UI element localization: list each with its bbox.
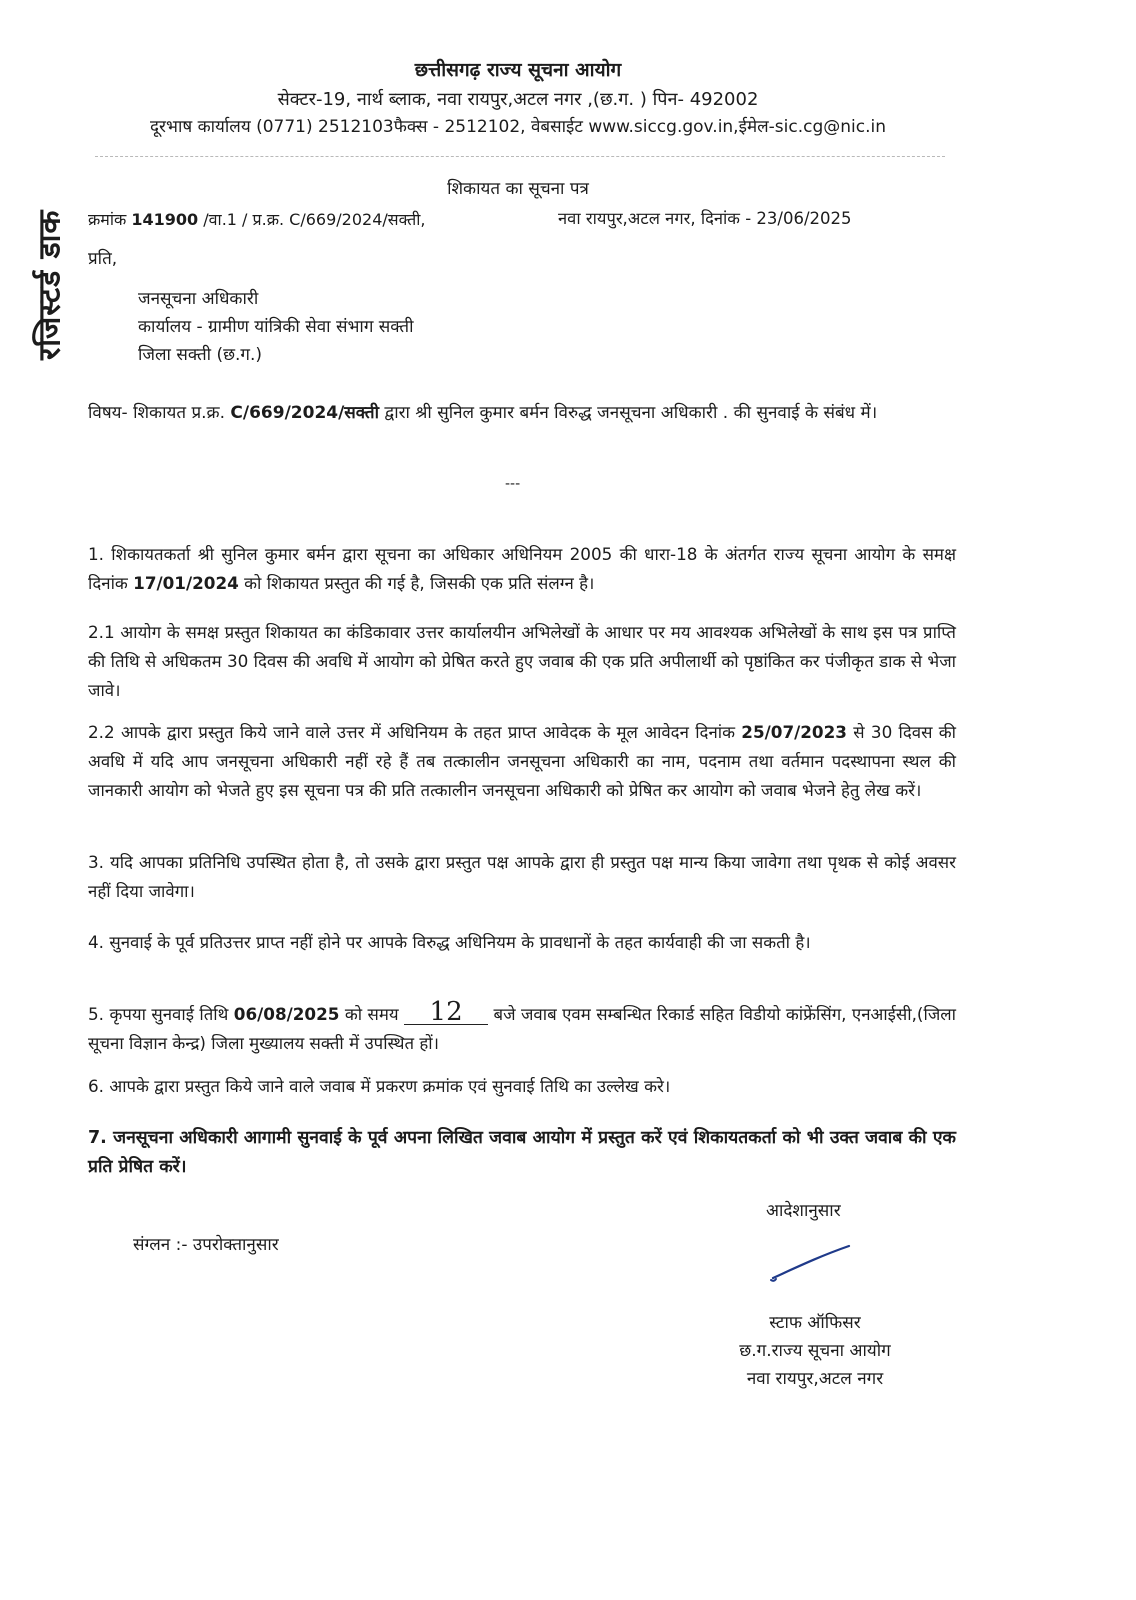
letter-date: नवा रायपुर,अटल नगर, दिनांक - 23/06/2025 — [558, 209, 852, 228]
by-order: आदेशानुसार — [766, 1201, 841, 1221]
subject-line: विषय- शिकायत प्र.क्र. C/669/2024/सक्ती द्वारा श्री सुनिल कुमार बर्मन विरुद्ध जनसूचना अधिकारी . की सुनवाई के संबंध में। — [88, 403, 878, 423]
document-title: शिकायत का सूचना पत्र — [447, 179, 589, 199]
paragraph-2-1: 2.1 आयोग के समक्ष प्रस्तुत शिकायत का कंडिकावार उत्तर कार्यालयीन अभिलेखों के आधार पर मय आवश्यक अभिलेखों के साथ इस पत्र प्राप्ति की तिथि से अधिकतम 30 दिवस की अवधि में आयोग को प्रेषित करते हुए जवाब की एक प्रति अपीलार्थी को पृष्ठांकित कर पंजीकृत डाक से भेजा जावे। — [88, 622, 956, 700]
recipient-designation: जनसूचना अधिकारी — [138, 289, 259, 309]
paragraph-1: 1. शिकायतकर्ता श्री सुनिल कुमार बर्मन द्वारा सूचना का अधिकार अधिनियम 2005 की धारा-18 के अंतर्गत राज्य सूचना आयोग के समक्ष दिनांक 17/01/2024 को शिकायत प्रस्तुत की गई है, जिसकी एक प्रति संलग्न है। — [88, 544, 956, 593]
signatory-place: नवा रायपुर,अटल नगर — [746, 1369, 884, 1389]
enclosure-note: संग्लन :- उपरोक्तानुसार — [133, 1235, 279, 1255]
commission-name: छत्तीसगढ़ राज्य सूचना आयोग — [414, 59, 622, 81]
hearing-time-handwritten: 12 — [404, 1000, 488, 1025]
paragraph-5: 5. कृपया सुनवाई तिथि 06/08/2025 को समय 12 बजे जवाब एवम सम्बन्धित रिकार्ड सहित विडीयो कांफ्रेंसिंग, एनआईसी,(जिला सूचना विज्ञान केन्द्र) जिला मुख्यालय सक्ती में उपस्थित हों। — [88, 997, 956, 1053]
paragraph-7: 7. जनसूचना अधिकारी आगामी सुनवाई के पूर्व अपना लिखित जवाब आयोग में प्रस्तुत करें एवं शिकायतकर्ता को भी उक्त जवाब की एक प्रति प्रेषित करें। — [88, 1128, 956, 1177]
signatory-office: छ.ग.राज्य सूचना आयोग — [739, 1341, 891, 1361]
case-number: C/669/2024/सक्ती — [230, 403, 380, 423]
section-separator: --- — [505, 476, 521, 492]
recipient-office: कार्यालय - ग्रामीण यांत्रिकी सेवा संभाग सक्ती — [138, 317, 414, 337]
paragraph-6: 6. आपके द्वारा प्रस्तुत किये जाने वाले जवाब में प्रकरण क्रमांक एवं सुनवाई तिथि का उल्लेख करे। — [88, 1076, 671, 1096]
reference-number-value: 141900 — [131, 210, 199, 229]
header-divider — [95, 156, 945, 157]
reference-number: क्रमांक 141900 /वा.1 / प्र.क्र. C/669/2024/सक्ती, — [88, 210, 426, 229]
signatory-designation: स्टाफ ऑफिसर — [769, 1313, 861, 1333]
signature-mark — [765, 1240, 865, 1290]
paragraph-2-2: 2.2 आपके द्वारा प्रस्तुत किये जाने वाले उत्तर में अधिनियम के तहत प्राप्त आवेदक के मूल आवेदन दिनांक 25/07/2023 से 30 दिवस की अवधि में यदि आप जनसूचना अधिकारी नहीं रहे हैं तब तत्कालीन जनसूचना अधिकारी का नाम, पदनाम तथा वर्तमान पदस्थापना स्थल की जानकारी आयोग को भेजते हुए इस सूचना पत्र की प्रति तत्कालीन जनसूचना अधिकारी को प्रेषित कर आयोग को जवाब भेजने हेतु लेख करें। — [88, 722, 956, 800]
paragraph-4: 4. सुनवाई के पूर्व प्रतिउत्तर प्राप्त नहीं होने पर आपके विरुद्ध अधिनियम के प्रावधानों के तहत कार्यवाही की जा सकती है। — [88, 932, 811, 952]
salutation: प्रति, — [88, 249, 118, 269]
commission-contact: दूरभाष कार्यालय (0771) 2512103फैक्स - 2512102, वेबसाईट www.siccg.gov.in,ईमेल-sic.cg@nic.in — [150, 117, 886, 137]
paragraph-3: 3. यदि आपका प्रतिनिधि उपस्थित होता है, तो उसके द्वारा प्रस्तुत पक्ष आपके द्वारा ही प्रस्तुत पक्ष मान्य किया जावेगा तथा पृथक से कोई अवसर नहीं दिया जावेगा। — [88, 852, 956, 901]
commission-address: सेक्टर-19, नार्थ ब्लाक, नवा रायपुर,अटल नगर ,(छ.ग. ) पिन- 492002 — [277, 89, 759, 110]
recipient-district: जिला सक्ती (छ.ग.) — [138, 345, 263, 365]
registered-post-stamp: रजिस्टर्ड डाक — [32, 209, 68, 361]
